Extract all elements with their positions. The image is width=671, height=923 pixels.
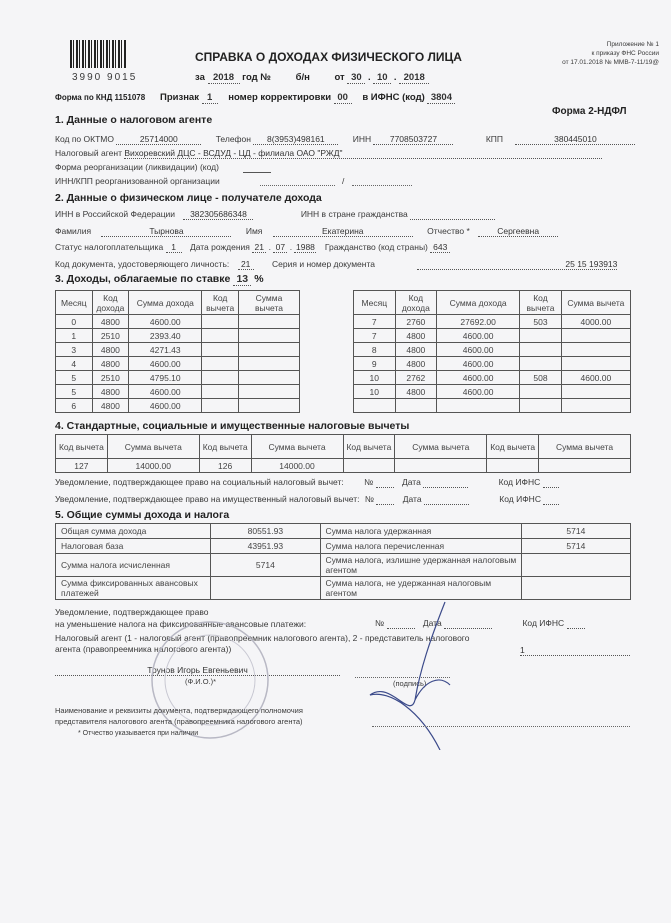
- label: ИНН: [352, 134, 372, 144]
- label: представителя налогового агента (правопреемника налогового агента): [55, 717, 303, 726]
- table-cell: [395, 459, 487, 473]
- table-cell: 1: [56, 329, 93, 343]
- table-cell: 126: [199, 459, 251, 473]
- date-month: 10: [373, 72, 391, 84]
- signature-caption: (подпись): [393, 679, 427, 688]
- table-cell: Сумма вычета: [395, 435, 487, 459]
- table-cell: 4600.00: [561, 371, 630, 385]
- table-cell: [202, 357, 239, 371]
- agent-name-value: Вихоревский ДЦС - ВСДУД - ЦД - филиала ОАО "РЖД": [124, 148, 602, 159]
- property-notice-row: [55, 494, 559, 505]
- table-row: [56, 554, 631, 577]
- social-notice-row: [55, 477, 559, 488]
- table-cell: Месяц: [56, 291, 93, 315]
- table-cell: 4600.00: [129, 399, 202, 413]
- table-row: [56, 371, 300, 385]
- table-row: [56, 399, 300, 413]
- barcode-number: 3990 9015: [72, 72, 138, 83]
- table-cell: Сумма дохода: [129, 291, 202, 315]
- deductions-table: [55, 434, 631, 473]
- table-cell: Сумма налога, излишне удержанная налоговым агентом: [320, 554, 521, 577]
- table-cell: [561, 385, 630, 399]
- table-row: [354, 399, 631, 413]
- reorg-kpp-field: [352, 185, 412, 186]
- table-cell: 4800: [92, 357, 129, 371]
- table-cell: [238, 385, 299, 399]
- table-header-row: [56, 435, 631, 459]
- label: от: [334, 72, 345, 83]
- label: Дата: [422, 618, 442, 628]
- table-cell: [211, 577, 320, 600]
- table-row: [56, 315, 300, 329]
- table-row: [56, 459, 631, 473]
- table-row: [354, 329, 631, 343]
- table-cell: [521, 554, 630, 577]
- representative-doc-label: [55, 705, 303, 727]
- table-row: [354, 343, 631, 357]
- table-cell: [539, 459, 631, 473]
- label: №: [375, 618, 385, 628]
- table-cell: [561, 329, 630, 343]
- table-cell: [561, 399, 630, 413]
- table-cell: 10: [354, 371, 396, 385]
- doc-code-value: 21: [238, 259, 254, 270]
- table-cell: 4795.10: [129, 371, 202, 385]
- representative-doc-field: [372, 726, 630, 727]
- phone-value: 8(3953)498161: [253, 134, 338, 145]
- form-name: Форма 2-НДФЛ: [552, 106, 627, 117]
- label: 3. Доходы, облагаемые по ставке: [55, 273, 231, 285]
- label: Отчество *: [427, 226, 470, 236]
- table-header-row: [354, 291, 631, 315]
- birth-year: 1988: [296, 242, 315, 252]
- table-cell: Сумма налога, не удержанная налоговым агентом: [320, 577, 521, 600]
- label: Наименование и реквизиты документа, подтверждающего полномочия: [55, 706, 303, 715]
- label: Дата: [402, 494, 422, 504]
- appendix-line: Приложение № 1: [606, 41, 659, 48]
- table-cell: 4600.00: [129, 385, 202, 399]
- table-cell: 4800: [395, 329, 437, 343]
- agent-inn-value: 7708503727: [373, 134, 453, 145]
- label: Код по ОКТМО: [55, 134, 114, 144]
- surname-value: Тырнова: [101, 226, 231, 237]
- table-cell: [343, 459, 395, 473]
- table-row: [354, 357, 631, 371]
- table-cell: 4800: [92, 343, 129, 357]
- table-cell: Сумма вычета: [251, 435, 343, 459]
- label: Серия и номер документа: [272, 259, 375, 269]
- table-cell: 14000.00: [251, 459, 343, 473]
- person-inn-value: 382305686348: [183, 209, 253, 220]
- table-cell: 2760: [395, 315, 437, 329]
- barcode: [70, 40, 126, 68]
- label: Налоговый агент: [55, 148, 122, 158]
- section-5-title: 5. Общие суммы дохода и налога: [55, 509, 230, 521]
- table-cell: 10: [354, 385, 396, 399]
- label: агента (правопреемника налогового агента)): [55, 644, 232, 654]
- table-cell: [238, 399, 299, 413]
- table-cell: [202, 315, 239, 329]
- table-cell: Сумма вычета: [238, 291, 299, 315]
- appendix-line: к приказу ФНС России: [591, 50, 659, 57]
- label: Статус налогоплательщика: [55, 242, 164, 252]
- table-cell: 5714: [521, 524, 630, 539]
- table-cell: [520, 357, 562, 371]
- reorg-inn-label: ИНН/КПП реорганизованной организации: [55, 176, 220, 186]
- table-cell: Сумма вычета: [539, 435, 631, 459]
- table-cell: 4: [56, 357, 93, 371]
- table-cell: [238, 315, 299, 329]
- table-cell: 2510: [92, 329, 129, 343]
- table-cell: [561, 343, 630, 357]
- signer-name: Трунов Игорь Евгеньевич: [55, 665, 340, 676]
- table-cell: Код вычета: [487, 435, 539, 459]
- income-table-right: [353, 290, 631, 413]
- table-cell: 27692.00: [437, 315, 520, 329]
- table-cell: 127: [56, 459, 108, 473]
- table-cell: Код дохода: [395, 291, 437, 315]
- table-cell: 4271.43: [129, 343, 202, 357]
- table-cell: [202, 343, 239, 357]
- patronymic-value: Сергеевна: [478, 226, 558, 237]
- table-cell: 2762: [395, 371, 437, 385]
- table-row: [56, 329, 300, 343]
- fio-caption: (Ф.И.О.)*: [185, 677, 217, 686]
- label: ИНН в стране гражданства: [300, 209, 408, 219]
- correction-value: 00: [334, 92, 352, 104]
- appendix-line: от 17.01.2018 № ММВ-7-11/19@: [562, 59, 659, 66]
- table-cell: Сумма дохода: [437, 291, 520, 315]
- kpp-value: 380445010: [515, 134, 635, 145]
- doc-number-value: 25 15 193913: [417, 259, 617, 270]
- label: в ИФНС (код): [362, 92, 425, 103]
- table-cell: 2393.40: [129, 329, 202, 343]
- label: Налоговый агент (1 - налоговый агент (правопреемник налогового агента), 2 - представитель налогового: [55, 633, 470, 643]
- totals-table: [55, 523, 631, 600]
- table-row: [56, 357, 300, 371]
- table-cell: 2510: [92, 371, 129, 385]
- table-row: [56, 524, 631, 539]
- table-cell: [520, 385, 562, 399]
- birth-day: 21: [252, 242, 266, 253]
- agent-row: [55, 148, 602, 159]
- table-cell: [520, 343, 562, 357]
- table-cell: Общая сумма дохода: [56, 524, 211, 539]
- table-cell: 4800: [395, 385, 437, 399]
- date-day: 30: [347, 72, 365, 84]
- table-cell: [202, 385, 239, 399]
- table-cell: 4800: [395, 343, 437, 357]
- table-cell: Сумма вычета: [107, 435, 199, 459]
- percent-sign: %: [254, 273, 264, 285]
- table-row: [354, 385, 631, 399]
- table-cell: 43951.93: [211, 539, 320, 554]
- priznak-line: [160, 92, 455, 104]
- label: Признак: [160, 92, 199, 103]
- label: Уведомление, подтверждающее право на социальный налоговый вычет:: [55, 477, 344, 487]
- oktmo-value: 25714000: [116, 134, 201, 145]
- reorg-form-field: [243, 172, 271, 173]
- label: №: [364, 477, 374, 487]
- slash: /: [342, 176, 345, 186]
- table-cell: 4800: [92, 385, 129, 399]
- table-cell: Сумма налога исчисленная: [56, 554, 211, 577]
- table-cell: 5714: [211, 554, 320, 577]
- label: год №: [242, 72, 271, 83]
- status-row: Статус налогоплательщика 1 Дата рождения 21 . 07 . 1988 Гражданство (код страны) 643: [55, 242, 450, 253]
- footnote: * Отчество указывается при наличии: [78, 730, 199, 737]
- label: Фамилия: [55, 226, 92, 236]
- table-cell: 508: [520, 371, 562, 385]
- table-row: [354, 371, 631, 385]
- ifns-value: 3804: [427, 92, 455, 104]
- table-cell: Налоговая база: [56, 539, 211, 554]
- table-cell: 7: [354, 329, 396, 343]
- table-row: [56, 539, 631, 554]
- label: Код документа, удостоверяющего личность:: [55, 259, 230, 269]
- table-cell: 5714: [521, 539, 630, 554]
- label: Имя: [245, 226, 263, 236]
- table-cell: 4600.00: [437, 371, 520, 385]
- table-cell: [202, 399, 239, 413]
- rate-value: 13: [233, 273, 251, 286]
- table-cell: [238, 357, 299, 371]
- table-cell: Код вычета: [520, 291, 562, 315]
- table-cell: 503: [520, 315, 562, 329]
- table-cell: [520, 399, 562, 413]
- table-cell: 80551.93: [211, 524, 320, 539]
- table-cell: 5: [56, 371, 93, 385]
- table-cell: Сумма вычета: [561, 291, 630, 315]
- label: Код ИФНС: [498, 477, 541, 487]
- table-cell: 4600.00: [437, 343, 520, 357]
- table-cell: 4600.00: [437, 357, 520, 371]
- table-cell: [238, 343, 299, 357]
- table-cell: [354, 399, 396, 413]
- label: Уведомление, подтверждающее право: [55, 607, 209, 617]
- date-year: 2018: [399, 72, 429, 84]
- label: КПП: [485, 134, 504, 144]
- table-cell: Код вычета: [199, 435, 251, 459]
- label: Код ИФНС: [499, 494, 541, 504]
- document-title: СПРАВКА О ДОХОДАХ ФИЗИЧЕСКОГО ЛИЦА: [195, 50, 462, 64]
- name-value: Екатерина: [273, 226, 413, 237]
- table-cell: [437, 399, 520, 413]
- table-cell: [238, 329, 299, 343]
- table-cell: [238, 371, 299, 385]
- reorg-inn-field: [260, 185, 335, 186]
- table-cell: 4800: [92, 399, 129, 413]
- table-cell: [202, 371, 239, 385]
- table-cell: Месяц: [354, 291, 396, 315]
- income-table-left: [55, 290, 300, 413]
- table-cell: 0: [56, 315, 93, 329]
- section-4-title: 4. Стандартные, социальные и имущественные налоговые вычеты: [55, 420, 410, 432]
- label: Гражданство (код страны): [324, 242, 428, 252]
- table-cell: 4000.00: [561, 315, 630, 329]
- table-cell: Код дохода: [92, 291, 129, 315]
- table-cell: 3: [56, 343, 93, 357]
- label: за: [195, 72, 205, 83]
- table-cell: 4600.00: [129, 357, 202, 371]
- number-value: б/н: [295, 72, 310, 83]
- appendix-note: [562, 40, 659, 67]
- inn-row: [55, 209, 495, 220]
- label: ИНН в Российской Федерации: [55, 209, 176, 219]
- table-row: [56, 577, 631, 600]
- table-cell: 14000.00: [107, 459, 199, 473]
- table-cell: Сумма фиксированных авансовых платежей: [56, 577, 211, 600]
- label: №: [364, 494, 374, 504]
- table-cell: Код вычета: [202, 291, 239, 315]
- table-cell: 4800: [395, 357, 437, 371]
- table-cell: 4600.00: [129, 315, 202, 329]
- table-row: [354, 315, 631, 329]
- section-2-title: 2. Данные о физическом лице - получателе дохода: [55, 192, 322, 204]
- label: на уменьшение налога на фиксированные авансовые платежи:: [55, 619, 307, 629]
- reorg-form-label: Форма реорганизации (ликвидации) (код): [55, 162, 219, 172]
- year-value: 2018: [208, 72, 240, 84]
- table-cell: [487, 459, 539, 473]
- table-cell: [202, 329, 239, 343]
- table-cell: 7: [354, 315, 396, 329]
- table-header-row: [56, 291, 300, 315]
- section-3-title: [55, 273, 264, 286]
- status-value: 1: [166, 242, 182, 253]
- label: Код ИФНС: [522, 618, 565, 628]
- table-cell: Сумма налога удержанная: [320, 524, 521, 539]
- period-line: за 2018 год № б/н от 30 . 10 . 2018: [195, 72, 429, 84]
- table-cell: [395, 399, 437, 413]
- section-1-title: 1. Данные о налоговом агенте: [55, 114, 213, 126]
- document-row: [55, 259, 617, 270]
- label: Дата рождения: [189, 242, 250, 252]
- label: Дата: [401, 477, 421, 487]
- table-cell: [520, 329, 562, 343]
- knd-code: Форма по КНД 1151078: [55, 93, 146, 102]
- table-cell: 4800: [92, 315, 129, 329]
- table-cell: [521, 577, 630, 600]
- label: Уведомление, подтверждающее право на имущественный налоговый вычет:: [55, 494, 360, 504]
- table-cell: 9: [354, 357, 396, 371]
- priznak-value: 1: [202, 92, 218, 104]
- table-cell: 5: [56, 385, 93, 399]
- agent-type-value: 1: [520, 645, 630, 656]
- table-cell: 4600.00: [437, 385, 520, 399]
- table-cell: 8: [354, 343, 396, 357]
- table-cell: Код вычета: [343, 435, 395, 459]
- birth-month: 07: [273, 242, 287, 253]
- handwritten-signature: [330, 600, 470, 750]
- label: Телефон: [215, 134, 251, 144]
- table-row: [56, 343, 300, 357]
- fio-row: [55, 226, 558, 237]
- table-cell: 6: [56, 399, 93, 413]
- oktmo-row: [55, 134, 635, 145]
- table-cell: 4600.00: [437, 329, 520, 343]
- citizenship-value: 643: [430, 242, 450, 253]
- table-cell: Код вычета: [56, 435, 108, 459]
- table-cell: Сумма налога перечисленная: [320, 539, 521, 554]
- label: номер корректировки: [228, 92, 332, 103]
- table-cell: [561, 357, 630, 371]
- table-row: [56, 385, 300, 399]
